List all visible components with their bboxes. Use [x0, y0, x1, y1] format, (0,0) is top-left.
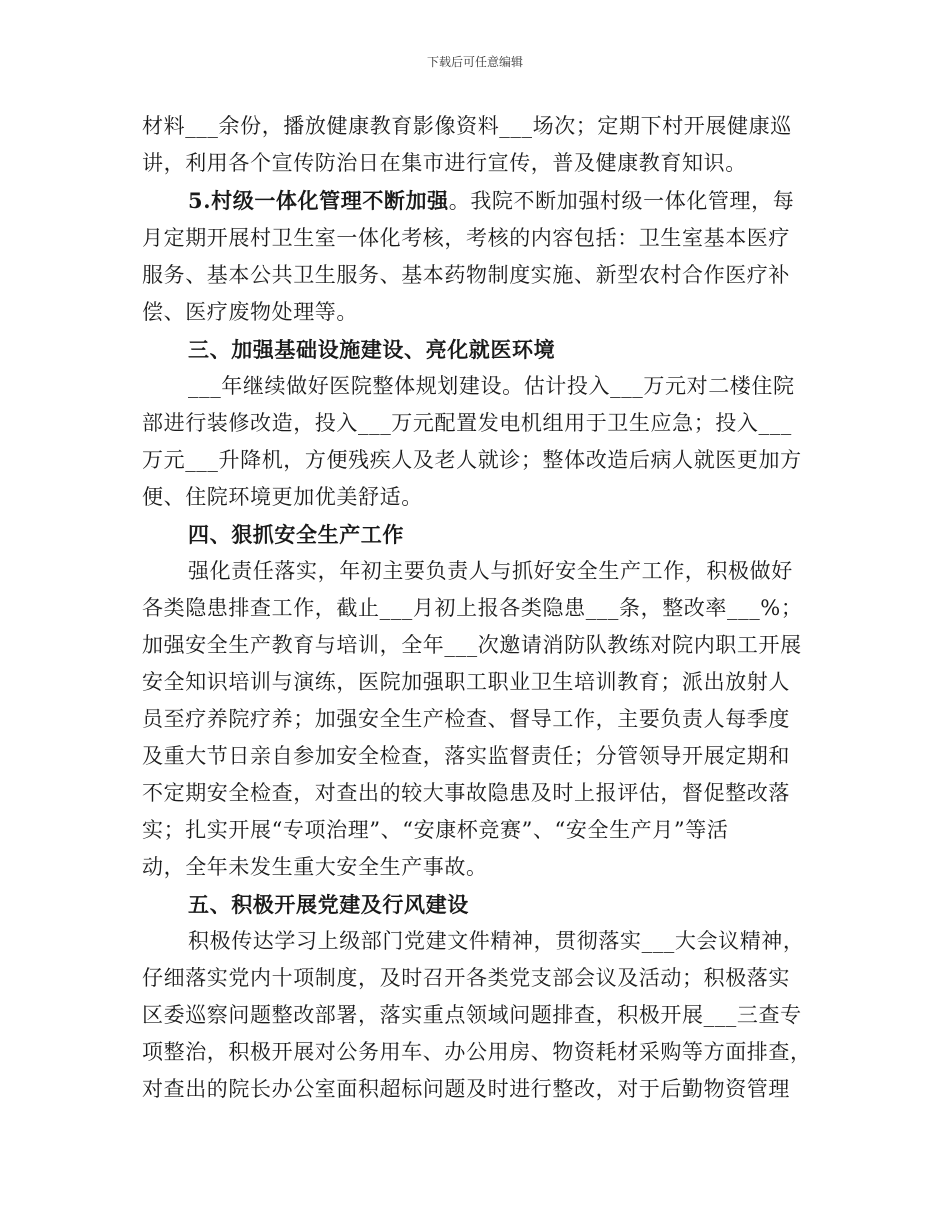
- text-line: 部进行装修改造，投入___万元配置发电机组用于卫生应急；投入___: [142, 411, 792, 435]
- text-line: ___年继续做好医院整体规划建设。估计投入___万元对二楼住院: [188, 374, 795, 398]
- text-line: 积极传达学习上级部门党建文件精神，贯彻落实___大会议精神，: [188, 929, 805, 953]
- paragraph-party-building: [142, 923, 812, 1108]
- paragraph-health-education: [142, 108, 812, 182]
- text-line: 区委巡察问题整改部署，落实重点领域问题排查，积极开展___三查专: [142, 1003, 802, 1027]
- text-line: 月定期开展村卫生室一体化考核，考核的内容包括：卫生室基本医疗: [142, 226, 790, 250]
- text-line: 材料___余份，播放健康教育影像资料___场次；定期下村开展健康巡: [142, 114, 792, 138]
- section-lead: 5.村级一体化管理不断加强: [188, 188, 449, 213]
- text-run: 。我院不断加强村级一体化管理，每: [448, 189, 795, 213]
- text-line: 项整治，积极开展对公务用车、办公用房、物资耗材采购等方面排查，: [142, 1040, 812, 1064]
- text-line: 实；扎实开展“专项治理”、“安康杯竞赛”、“安全生产月”等活: [142, 818, 729, 842]
- text-line: 便、住院环境更加优美舒适。: [142, 485, 423, 509]
- text-line: 员至疗养院疗养；加强安全生产检查、督导工作，主要负责人每季度: [142, 707, 790, 731]
- paragraph-safety: [142, 553, 812, 886]
- text-line: 服务、基本公共卫生服务、基本药物制度实施、新型农村合作医疗补: [142, 263, 790, 287]
- text-line: 万元___升降机，方便残疾人及老人就诊；整体改造后病人就医更加方: [142, 448, 802, 472]
- document-body: [142, 108, 812, 1108]
- text-line: 不定期安全检查，对查出的较大事故隐患及时上报评估，督促整改落: [142, 781, 790, 805]
- text-line: 讲，利用各个宣传防治日在集市进行宣传，普及健康教育知识。: [142, 151, 747, 175]
- paragraph-village-management: [142, 182, 812, 331]
- section-heading: 四、狠抓安全生产工作: [188, 522, 404, 547]
- text-line: [142, 182, 812, 220]
- text-line: 对查出的院长办公室面积超标问题及时进行整改，对于后勤物资管理: [142, 1077, 790, 1101]
- text-line: 及重大节日亲自参加安全检查，落实监督责任；分管领导开展定期和: [142, 744, 790, 768]
- text-line: 偿、医疗废物处理等。: [142, 300, 358, 324]
- text-line: 各类隐患排查工作，截止___月初上报各类隐患___条，整改率___%；: [142, 596, 803, 620]
- page-header: 下载后可任意编辑: [426, 55, 523, 69]
- text-line: 仔细落实党内十项制度，及时召开各类党支部会议及活动；积极落实: [142, 966, 790, 990]
- paragraph-infrastructure: [142, 368, 812, 516]
- text-line: 动，全年未发生重大安全生产事故。: [142, 855, 488, 879]
- section-heading: 三、加强基础设施建设、亮化就医环境: [188, 337, 556, 362]
- text-line: 强化责任落实，年初主要负责人与抓好安全生产工作，积极做好: [188, 559, 793, 583]
- section-heading: 五、积极开展党建及行风建设: [188, 892, 469, 917]
- text-line: 安全知识培训与演练，医院加强职工职业卫生培训教育；派出放射人: [142, 670, 790, 694]
- text-line: 加强安全生产教育与培训，全年___次邀请消防队教练对院内职工开展: [142, 633, 802, 657]
